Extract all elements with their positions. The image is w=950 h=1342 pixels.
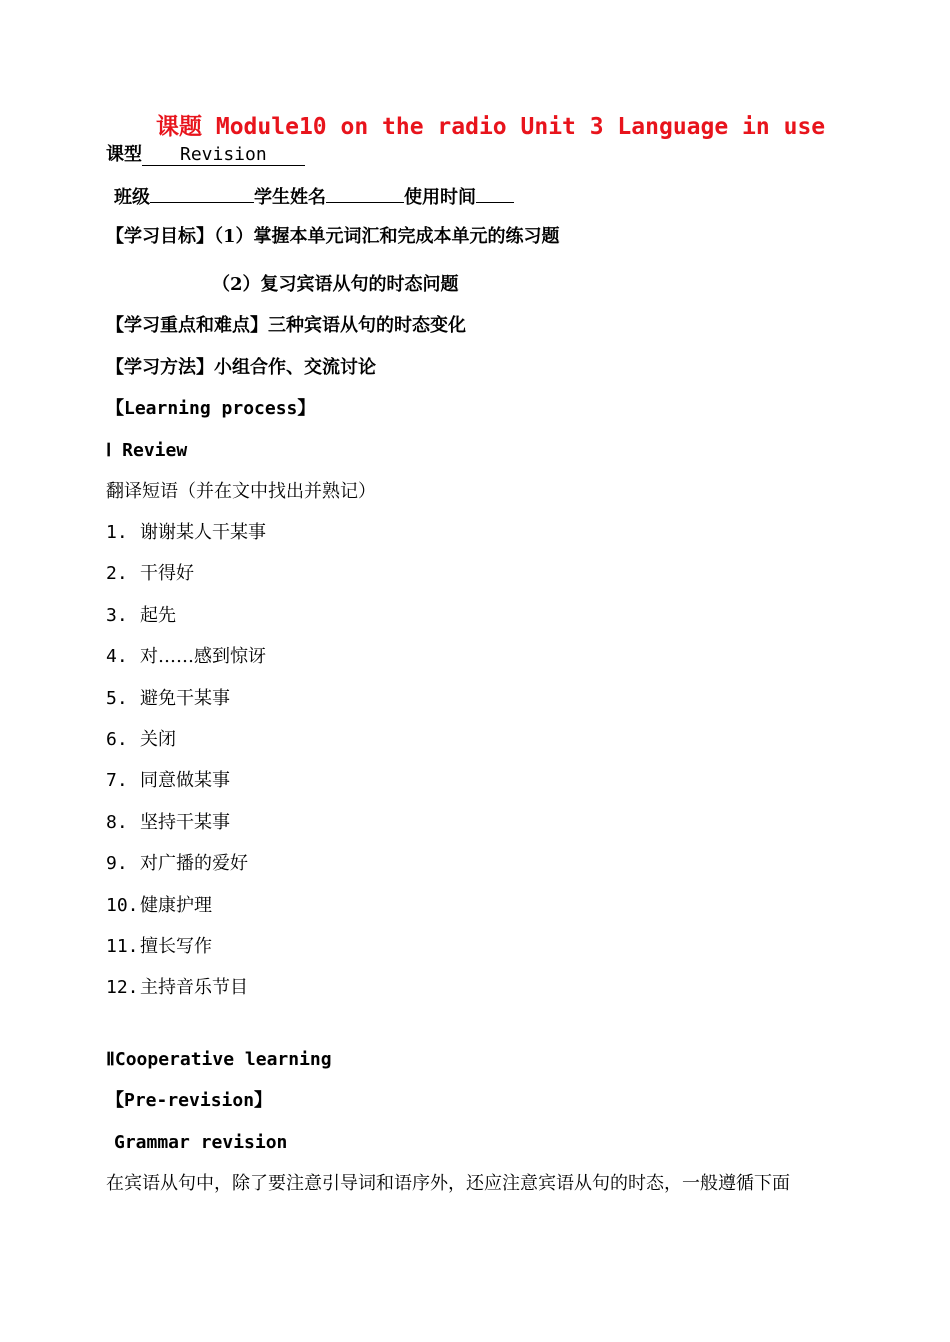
list-item-text: 同意做某事 <box>140 770 230 791</box>
time-label: 使用时间 <box>404 187 476 208</box>
list-item-number: 8. <box>106 812 128 833</box>
list-item-number: 2. <box>106 563 128 584</box>
grammar-paragraph: 在宾语从句中，除了要注意引导词和语序外，还应注意宾语从句的时态，一般遵循下面 <box>106 1173 790 1194</box>
list-item <box>106 769 230 793</box>
list-item <box>106 935 212 959</box>
objective-2: （2）复习宾语从句的时态问题 <box>212 274 459 295</box>
student-name-label: 学生姓名 <box>254 187 326 208</box>
title-prefix: 课题 <box>156 114 202 140</box>
list-item-number: 7. <box>106 770 128 791</box>
student-name-blank <box>326 184 404 203</box>
list-item-text: 对广播的爱好 <box>140 853 248 874</box>
list-item-text: 擅长写作 <box>140 936 212 957</box>
list-item-text: 对……感到惊讶 <box>140 646 266 667</box>
list-item-number: 5. <box>106 688 128 709</box>
method-label: 【学习方法】 <box>106 357 214 378</box>
cooperative-heading: ⅡCooperative learning <box>106 1049 332 1070</box>
list-item-number: 1. <box>106 522 128 543</box>
review-heading: Ⅰ Review <box>106 440 188 461</box>
list-item <box>106 687 230 711</box>
class-label: 班级 <box>114 187 150 208</box>
pre-revision-heading: 【Pre-revision】 <box>106 1090 273 1111</box>
list-item-text: 主持音乐节目 <box>140 977 248 998</box>
key-points-label: 【学习重点和难点】 <box>106 315 268 336</box>
list-item <box>106 811 230 835</box>
list-item-number: 9. <box>106 853 128 874</box>
title-text: Module10 on the radio Unit 3 Language in use <box>215 114 826 140</box>
list-item-text: 起先 <box>140 605 176 626</box>
key-points-line <box>106 314 466 338</box>
list-item-number: 6. <box>106 729 128 750</box>
list-item <box>106 521 266 545</box>
lesson-type-line <box>106 143 305 167</box>
objective-1: （1）掌握本单元词汇和完成本单元的练习题 <box>214 226 560 247</box>
list-item <box>106 645 266 669</box>
list-item-number: 10. <box>106 895 139 916</box>
method-line <box>106 356 376 380</box>
page-title <box>156 112 825 142</box>
process-header: 【Learning process】 <box>106 398 316 419</box>
list-item-text: 避免干某事 <box>140 688 230 709</box>
list-item <box>106 976 248 1000</box>
class-blank <box>150 184 254 203</box>
list-item-text: 坚持干某事 <box>140 812 230 833</box>
lesson-type-value: Revision <box>142 144 305 166</box>
review-instruction: 翻译短语（并在文中找出并熟记） <box>106 481 376 502</box>
list-item-text: 谢谢某人干某事 <box>140 522 266 543</box>
objectives-label: 【学习目标】 <box>106 226 214 247</box>
list-item-text: 健康护理 <box>140 895 212 916</box>
lesson-type-label: 课型 <box>106 144 142 165</box>
list-item-number: 4. <box>106 646 128 667</box>
list-item <box>106 852 248 876</box>
list-item <box>106 894 212 918</box>
objectives-line <box>106 225 560 249</box>
list-item-text: 关闭 <box>140 729 176 750</box>
time-blank <box>476 184 514 203</box>
list-item-number: 3. <box>106 605 128 626</box>
grammar-revision-heading: Grammar revision <box>114 1132 288 1153</box>
list-item-text: 干得好 <box>140 563 194 584</box>
list-item <box>106 604 176 628</box>
list-item <box>106 562 194 586</box>
list-item-number: 11. <box>106 936 139 957</box>
class-info-line <box>114 184 514 210</box>
key-points-text: 三种宾语从句的时态变化 <box>268 315 466 336</box>
list-item-number: 12. <box>106 977 139 998</box>
list-item <box>106 728 176 752</box>
method-text: 小组合作、交流讨论 <box>214 357 376 378</box>
